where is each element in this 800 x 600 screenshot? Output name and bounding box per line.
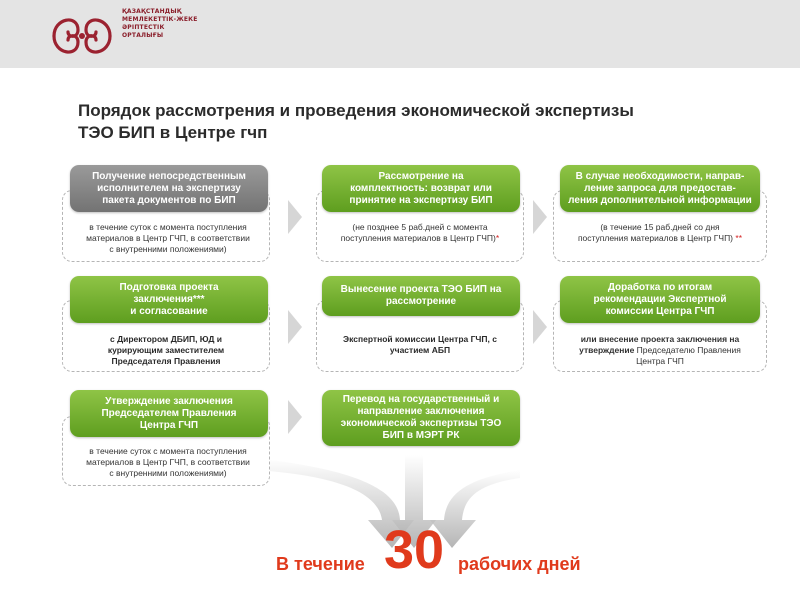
step-7-header: Утверждение заключения Председателем Правления Центра ГЧП: [70, 390, 268, 437]
step-4-note: с Директором ДБИП, ЮД и курирующим заместителем Председателя Правления: [107, 334, 225, 366]
step-6-note: или внесение проекта заключения на утверждение Председателю Правления Центра ГЧП: [579, 334, 741, 366]
deadline-prefix: В течение: [276, 554, 365, 574]
title-line-2: ТЭО БИП в Центре гчп: [78, 123, 268, 142]
step-6-header: Доработка по итогам рекомендации Экспертной комиссии Центра ГЧП: [560, 276, 760, 323]
step-4-header: Подготовка проекта заключения*** и согласование: [70, 276, 268, 323]
chevron-right-icon: [288, 400, 302, 434]
org-line-3: ӘРІПТЕСТІК: [122, 24, 165, 31]
deadline-number: 30: [384, 520, 445, 580]
chevron-right-icon: [533, 310, 547, 344]
step-2-note: (не позднее 5 раб.дней с момента поступления материалов в Центр ГЧП)*: [340, 222, 500, 243]
step-7-note: в течение суток с момента поступления материалов в Центр ГЧП, в соответствии с внутренними положениями): [86, 446, 250, 478]
chevron-right-icon: [533, 200, 547, 234]
deadline-summary: [276, 522, 616, 582]
step-2-header: Рассмотрение на комплектность: возврат или принятие на экспертизу БИП: [322, 165, 520, 212]
chevron-right-icon: [288, 200, 302, 234]
step-3-header: В случае необходимости, направ- ление запроса для предостав- ления дополнительной информации: [560, 165, 760, 212]
org-line-2: МЕМЛЕКЕТТІК-ЖЕКЕ: [122, 16, 198, 23]
step-5-note: Экспертной комиссии Центра ГЧП, с участием АБП: [343, 334, 497, 355]
org-line-1: ҚАЗАҚСТАНДЫҚ: [122, 8, 182, 15]
step-3-note: (в течение 15 раб.дней со дня поступления материалов в Центр ГЧП) **: [577, 222, 743, 243]
chevron-right-icon: [288, 310, 302, 344]
step-8-header: Перевод на государственный и направление заключения экономической экспертизы ТЭО БИП в МЭРТ РК: [322, 390, 520, 446]
deadline-suffix: рабочих дней: [458, 554, 581, 574]
step-5-header: Вынесение проекта ТЭО БИП на рассмотрение: [322, 276, 520, 316]
org-line-4: ОРТАЛЫҒЫ: [122, 32, 164, 39]
step-1-note: в течение суток с момента поступления материалов в Центр ГЧП, в соответствии с внутренними положениями): [86, 222, 250, 254]
step-1-header: Получение непосредственным исполнителем на экспертизу пакета документов по БИП: [70, 165, 268, 212]
title-line-1: Порядок рассмотрения и проведения экономической экспертизы: [78, 101, 634, 120]
